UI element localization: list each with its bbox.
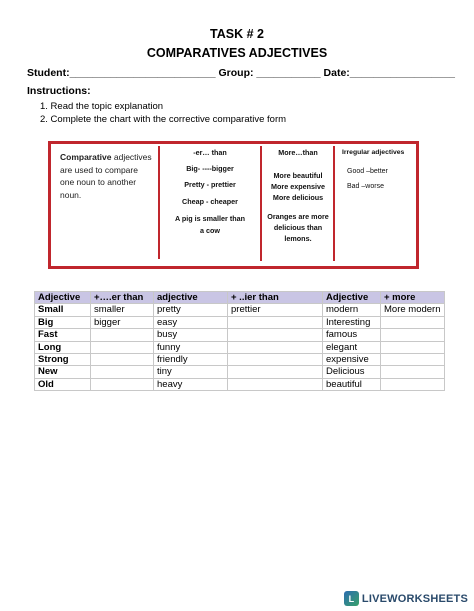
table-row (35, 354, 445, 366)
instructions-list (40, 101, 286, 126)
page-subtitle: COMPARATIVES ADJECTIVES (146, 46, 328, 60)
adjective-cell: Interesting (323, 316, 381, 328)
irregular-head: Irregular adjectives (342, 149, 405, 156)
adjective-cell: tiny (154, 366, 228, 378)
answer-cell[interactable] (228, 354, 323, 366)
adjective-cell: expensive (323, 354, 381, 366)
column-header: Adjective (323, 292, 381, 304)
answer-cell[interactable] (228, 378, 323, 390)
adjective-cell: heavy (154, 378, 228, 390)
er-example: a cow (200, 226, 220, 235)
answer-cell[interactable] (228, 316, 323, 328)
er-example: A pig is smaller than (174, 214, 246, 223)
more-example: lemons. (284, 234, 312, 243)
adjective-cell: funny (154, 341, 228, 353)
er-example: Big- ----bigger (186, 164, 234, 173)
answer-cell[interactable] (381, 341, 445, 353)
divider-line (260, 146, 262, 261)
adjective-cell: famous (323, 329, 381, 341)
adjective-cell: pretty (154, 304, 228, 316)
adjective-cell: Old (35, 378, 91, 390)
answer-cell[interactable] (381, 354, 445, 366)
more-example: Oranges are more (267, 212, 329, 221)
column-header: Adjective (35, 292, 91, 304)
table-row (35, 304, 445, 316)
table-row (35, 378, 445, 390)
more-than-column (264, 147, 332, 244)
irregular-example: Good –better (347, 168, 388, 175)
answer-cell[interactable] (381, 316, 445, 328)
liveworksheets-logo-icon: L (344, 591, 359, 606)
answer-cell[interactable] (91, 329, 154, 341)
adjective-cell: Delicious (323, 366, 381, 378)
answer-cell[interactable] (381, 329, 445, 341)
answer-cell[interactable] (228, 366, 323, 378)
more-example: More beautiful (273, 171, 323, 180)
logo-text: LIVEWORKSHEETS (361, 592, 468, 605)
answer-cell[interactable] (228, 341, 323, 353)
adjective-cell: friendly (154, 354, 228, 366)
column-header: +….er than (91, 292, 154, 304)
more-head: More…than (278, 148, 318, 157)
divider-line (333, 146, 335, 261)
intro-bold: Comparative (60, 152, 112, 162)
divider-line (158, 146, 160, 259)
intro-line: noun. (60, 189, 82, 200)
column-header: + more (381, 292, 445, 304)
answer-cell[interactable]: smaller (91, 304, 154, 316)
table-header-row (35, 292, 445, 304)
adjective-cell: modern (323, 304, 381, 316)
table-row (35, 329, 445, 341)
irregular-column (342, 149, 418, 190)
comparative-chart (34, 291, 445, 391)
more-example: delicious than (273, 223, 323, 232)
answer-cell[interactable] (91, 341, 154, 353)
intro-rest: adjectives (111, 152, 152, 162)
instructions-heading: Instructions: (27, 85, 91, 97)
more-example: More expensive (271, 182, 325, 191)
adjective-cell: Strong (35, 354, 91, 366)
answer-cell[interactable] (381, 366, 445, 378)
task-title: TASK # 2 (210, 27, 264, 41)
adjective-cell: Big (35, 316, 91, 328)
answer-cell[interactable] (91, 378, 154, 390)
answer-cell[interactable]: More modern (381, 304, 445, 316)
adjective-cell: Fast (35, 329, 91, 341)
student-info-line: Student:_________________________ Group: ___________ Date:__________________ (27, 67, 455, 79)
table-row (35, 341, 445, 353)
explanation-intro (60, 151, 158, 201)
liveworksheets-logo[interactable] (344, 591, 468, 606)
adjective-cell: Small (35, 304, 91, 316)
adjective-cell: easy (154, 316, 228, 328)
answer-cell[interactable] (91, 354, 154, 366)
adjective-cell: elegant (323, 341, 381, 353)
instruction-item: 2. Complete the chart with the corrective comparative form (40, 113, 287, 125)
er-example: Cheap - cheaper (182, 197, 238, 206)
instruction-item: 1. Read the topic explanation (40, 101, 164, 112)
irregular-example: Bad –worse (347, 183, 384, 190)
er-example: Pretty - prettier (184, 180, 236, 189)
answer-cell[interactable] (228, 329, 323, 341)
column-header: adjective (154, 292, 228, 304)
adjective-cell: Long (35, 341, 91, 353)
answer-cell[interactable]: bigger (91, 316, 154, 328)
more-example: More delicious (272, 193, 324, 202)
answer-cell[interactable]: prettier (228, 304, 323, 316)
er-than-column (163, 147, 257, 236)
answer-cell[interactable] (91, 366, 154, 378)
answer-cell[interactable] (381, 378, 445, 390)
table-row (35, 316, 445, 328)
adjective-cell: beautiful (323, 378, 381, 390)
er-head: -er… than (193, 148, 227, 157)
column-header: + ..ier than (228, 292, 323, 304)
adjective-cell: busy (154, 329, 228, 341)
table-row (35, 366, 445, 378)
adjective-cell: New (35, 366, 91, 378)
intro-line: are used to compare (60, 164, 138, 175)
intro-line: one noun to another (60, 177, 137, 187)
